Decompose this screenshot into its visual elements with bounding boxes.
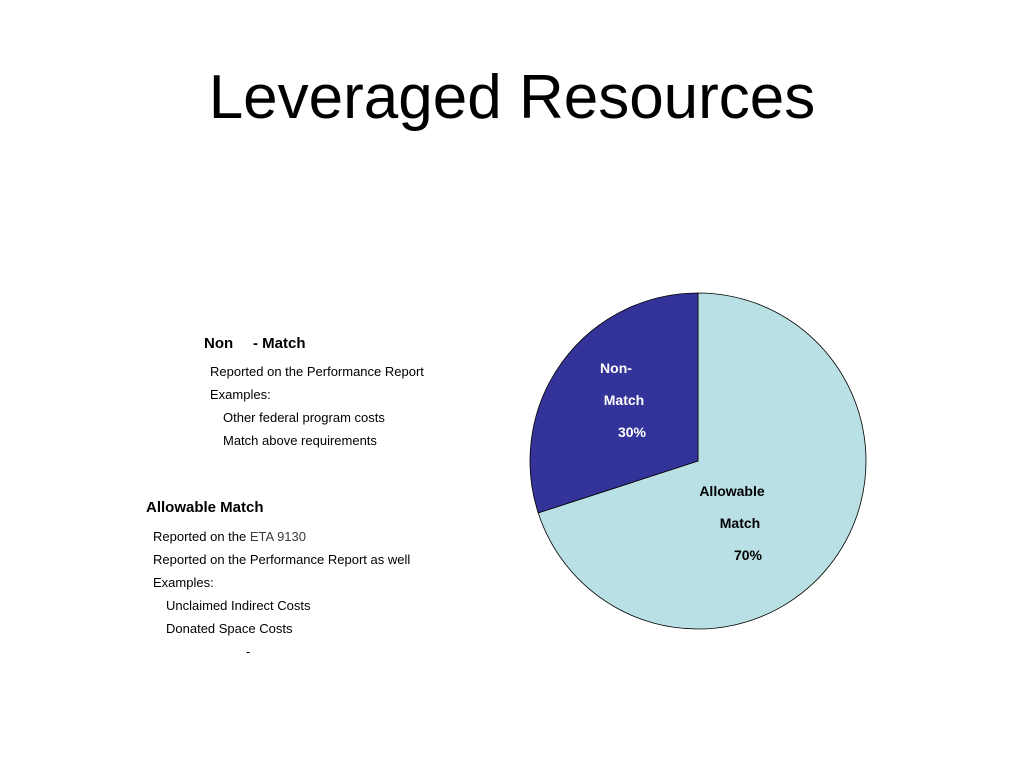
allowable-line-eta-prefix: Reported on the: [153, 529, 250, 544]
slide-title: Leveraged Resources: [208, 63, 816, 132]
nonmatch-line-reported: Reported on the Performance Report: [210, 364, 424, 379]
nonmatch-block: [204, 334, 464, 454]
nonmatch-example-above: Match above requirements: [223, 433, 377, 448]
eta-9130-reference: ETA 9130: [249, 529, 306, 544]
nonmatch-line-examples: Examples:: [210, 387, 271, 402]
allowable-line-eta: [153, 529, 306, 545]
allowable-line-performance: Reported on the Performance Report as well: [153, 552, 411, 567]
allowable-block: [146, 498, 446, 668]
allowable-heading: Allowable Match: [146, 499, 264, 516]
allowable-dash: -: [246, 644, 251, 659]
pie-slice-label-0: Allowable Match 70%: [699, 483, 765, 563]
pie-chart: [520, 280, 880, 640]
nonmatch-heading-part1: Non: [204, 335, 234, 352]
allowable-example-space: Donated Space Costs: [166, 621, 293, 636]
allowable-line-examples: Examples:: [153, 575, 214, 590]
nonmatch-heading-part2: - Match: [253, 335, 306, 352]
allowable-example-indirect: Unclaimed Indirect Costs: [166, 598, 311, 613]
nonmatch-example-federal: Other federal program costs: [223, 410, 385, 425]
pie-slice-label-1: Non-Match 30%: [600, 360, 647, 440]
